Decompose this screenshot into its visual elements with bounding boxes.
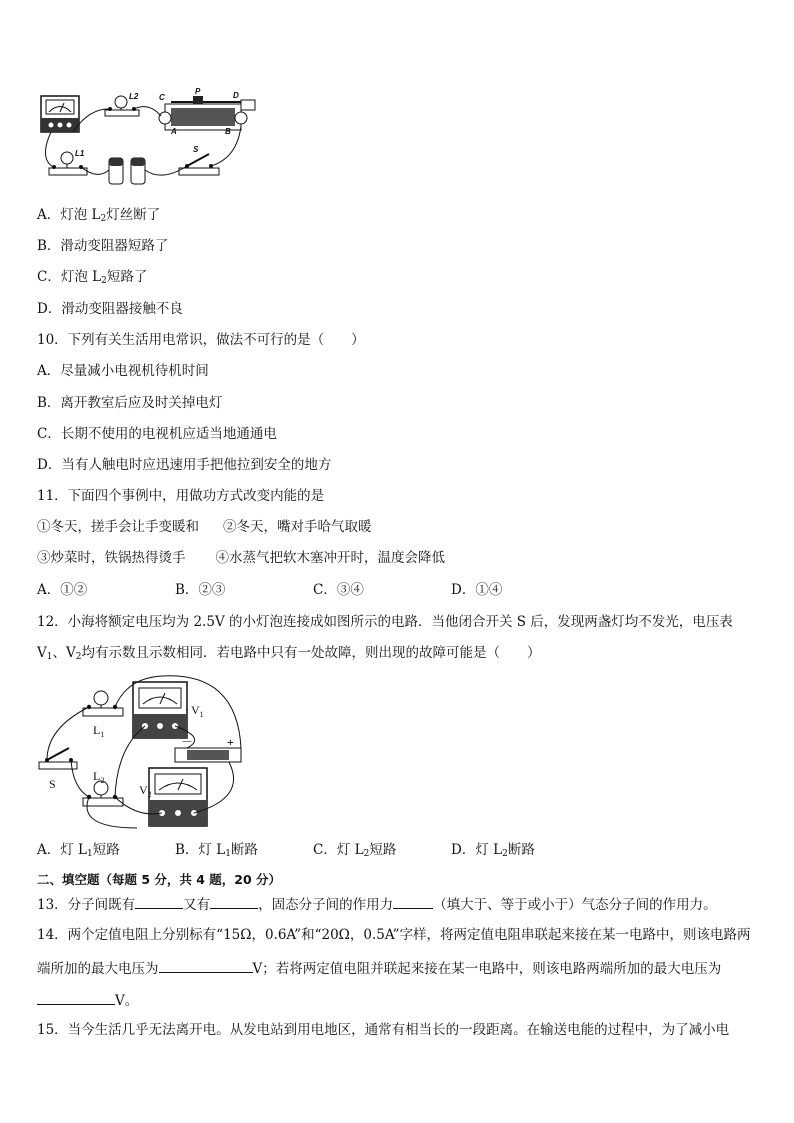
q13-blank-2[interactable] [210, 893, 258, 909]
q11-option-c[interactable]: C．③④ [313, 582, 364, 598]
circuit-figure-1 [37, 88, 262, 188]
q12-stem-line1: 12．小海将额定电压均为 2.5V 的小灯泡连接成如图所示的电路．当他闭合开关 S 后，发现两盏灯均不发光，电压表 [37, 614, 733, 630]
label-d: D [233, 91, 239, 100]
q11-item-1: ①冬天，搓手会让手变暖和 [37, 519, 199, 535]
section-2-title: 二、填空题（每题 5 分，共 4 题，20 分） [37, 872, 282, 887]
rheostat-icon [159, 96, 255, 130]
q13-blank-3[interactable] [393, 893, 433, 909]
label-v1: $V_1$ [191, 703, 204, 719]
q11-item-2: ②冬天，嘴对手哈气取暖 [223, 519, 372, 535]
q9-option-a[interactable]: A．灯泡 $L_2$灯丝断了 [37, 207, 161, 224]
q9-option-d[interactable]: D．滑动变阻器接触不良 [37, 301, 183, 317]
q12-option-c[interactable]: C．灯 $L_2$短路 [313, 842, 397, 859]
voltmeter-v2-icon [149, 768, 207, 826]
q14-line2: 端所加的最大电压为 V；若将两定值电阻并联起来接在某一电路中，则该电路两端所加的最大电压为 [37, 957, 721, 979]
q14-line1: 14．两个定值电阻上分别标有“15Ω，0.6A”和“20Ω，0.5A”字样，将两定值电阻串联起来接在某一电路中，则该电路两 [37, 927, 751, 943]
circuit-figure-2 [37, 668, 252, 833]
q11-items-row1 [37, 517, 372, 537]
battery-icon [175, 748, 241, 762]
battery-icon [109, 158, 145, 184]
label-l2: L2 [129, 92, 139, 101]
q12-options [37, 840, 535, 864]
q10-option-a[interactable]: A．尽量减小电视机待机时间 [37, 363, 209, 379]
q9-option-c[interactable]: C．灯泡 $L_2$短路了 [37, 269, 148, 286]
label-v2: $V_2$ [139, 783, 152, 799]
q14-line3: V。 [37, 989, 138, 1011]
q11-option-d[interactable]: D．①④ [451, 582, 503, 598]
label-l1: L1 [75, 149, 85, 158]
q11-options [37, 580, 502, 600]
label-s: S [49, 777, 56, 791]
q12-option-b[interactable]: B．灯 $L_1$断路 [175, 842, 258, 859]
q13-blank-1[interactable] [135, 893, 183, 909]
q11-items-row2 [37, 548, 445, 568]
q12-option-d[interactable]: D．灯 $L_2$断路 [451, 842, 535, 859]
switch-icon [179, 154, 219, 175]
q12-option-a[interactable]: A．灯 $L_1$短路 [37, 842, 120, 859]
q10-option-b[interactable]: B．离开教室后应及时关掉电灯 [37, 395, 223, 411]
label-s: S [193, 145, 199, 154]
q10-stem: 10．下列有关生活用电常识，做法不可行的是（ ） [37, 332, 365, 348]
voltmeter-icon [41, 96, 79, 132]
label-c: C [159, 93, 165, 102]
label-minus: － [181, 735, 194, 749]
q14-blank-1[interactable] [159, 957, 253, 973]
q11-option-b[interactable]: B．②③ [175, 582, 226, 598]
label-l2: $L_2$ [93, 769, 105, 785]
q11-stem: 11．下面四个事例中，用做功方式改变内能的是 [37, 488, 325, 504]
label-a: A [171, 127, 177, 136]
q10-option-c[interactable]: C．长期不使用的电视机应适当地通通电 [37, 426, 277, 442]
q13: 13．分子间既有 又有 ，固态分子间的作用力 （填大于、等于或小于）气态分子间的作用力。 [37, 893, 717, 915]
q11-option-a[interactable]: A．①② [37, 582, 88, 598]
q15-line1: 15．当今生活几乎无法离开电。从发电站到用电地区，通常有相当长的一段距离。在输送电能的过程中，为了减小电 [37, 1022, 730, 1038]
label-p: P [195, 88, 201, 96]
q10-option-d[interactable]: D．当有人触电时应迅速用手把他拉到安全的地方 [37, 457, 332, 473]
q14-blank-2[interactable] [37, 989, 115, 1005]
label-plus: + [227, 735, 234, 749]
q11-item-3: ③炒菜时，铁锅热得烫手 [37, 550, 186, 566]
q11-item-4: ④水蒸气把软木塞冲开时，温度会降低 [215, 550, 445, 566]
label-l1: $L_1$ [93, 723, 105, 739]
q9-option-b[interactable]: B．滑动变阻器短路了 [37, 238, 169, 254]
q12-stem-line2: $V_1$、$V_2$均有示数且示数相同．若电路中只有一处故障，则出现的故障可能是（ ） [37, 645, 541, 662]
label-b: B [225, 127, 231, 136]
